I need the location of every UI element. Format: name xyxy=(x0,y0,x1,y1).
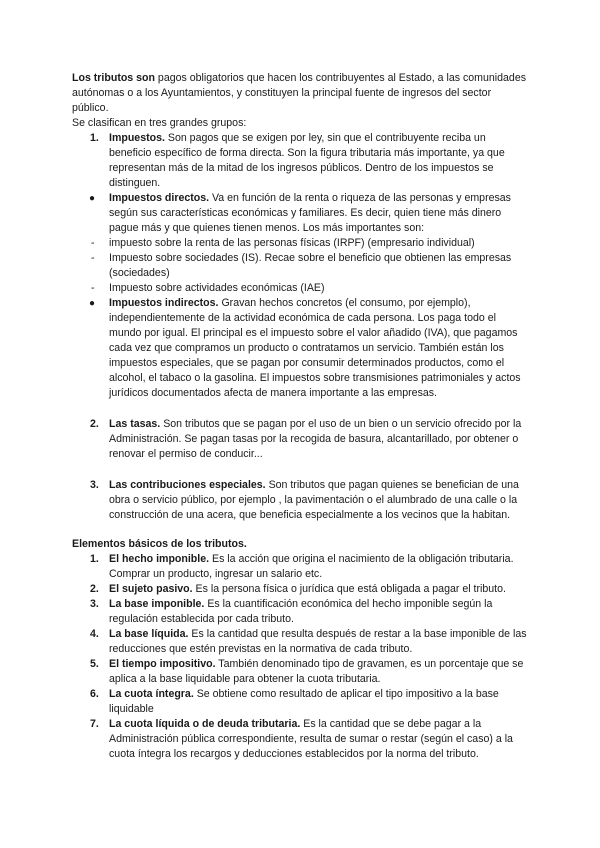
list-marker: 3. xyxy=(90,598,99,610)
list-item-cuota-liquida xyxy=(72,717,528,762)
list-item-hecho-imponible xyxy=(72,552,528,582)
item-text: Es la cuantificación económica del hecho imponible según la regulación establecida por cada tributo. xyxy=(109,598,493,625)
section-heading-elementos: Elementos básicos de los tributos. xyxy=(72,538,247,550)
list-item-tasas xyxy=(72,417,528,462)
item-title: Impuestos directos. xyxy=(109,192,210,204)
item-title: La cuota íntegra. xyxy=(109,688,194,700)
list-item-base-liquida xyxy=(72,627,528,657)
item-text: Impuesto sobre sociedades (IS). Recae sobre el beneficio que obtienen las empresas (sociedades) xyxy=(109,252,512,279)
item-text: Son tributos que pagan quienes se benefician de una obra o servicio público, por ejemplo , la pavimentación o el alumbrado de una calle o la construcción de una acera, que beneficia especialmente a los vecinos que la habitan. xyxy=(109,479,519,521)
item-text: Es la acción que origina el nacimiento de la obligación tributaria. Comprar un producto, ingresar un salario etc. xyxy=(109,553,514,580)
dash-marker: - xyxy=(91,252,95,264)
bullet-icon: ● xyxy=(89,193,96,204)
item-text: Es la persona física o jurídica que está obligada a pagar el tributo. xyxy=(192,583,506,595)
item-text: Va en función de la renta o riqueza de las personas y empresas según sus características económicas y familiares. Es decir, quien tiene más dinero pague más y que quienes tienen menos. Los más importantes son: xyxy=(109,192,511,234)
item-title: Las contribuciones especiales. xyxy=(109,479,266,491)
dash-marker: - xyxy=(91,282,95,294)
spacer xyxy=(72,401,528,417)
item-text: Gravan hechos concretos (el consumo, por ejemplo), independientemente de la actividad económica de cada persona. Los paga todo el mundo por igual. El principal es el impuesto sobre el valor añadido (IVA), que pagamos cada vez que compramos un producto o contratamos un servicio. También están los impuestos especiales, que se pagan por consumir determinados productos, como el alcohol, el tabaco o la gasolina. El impuestos sobre transmisiones patrimoniales y actos jurídicos documentados afecta de manera importante a las empresas. xyxy=(109,297,521,399)
item-title: Las tasas. xyxy=(109,418,161,430)
spacer xyxy=(72,523,528,537)
item-text: impuesto sobre la renta de las personas físicas (IRPF) (empresario individual) xyxy=(109,237,475,249)
dash-item-iae xyxy=(72,281,528,296)
list-marker: 3. xyxy=(90,479,99,491)
intro-paragraph xyxy=(72,71,528,116)
item-title: La cuota líquida o de deuda tributaria. xyxy=(109,718,301,730)
item-text: Se obtiene como resultado de aplicar el tipo impositivo a la base liquidable xyxy=(109,688,499,715)
item-title: Impuestos indirectos. xyxy=(109,297,219,309)
intro-bold: Los tributos son xyxy=(72,72,155,84)
item-text: Es la cantidad que resulta después de restar a la base imponible de las reducciones que estén previstas en la normativa de cada tributo. xyxy=(109,628,527,655)
item-title: El sujeto pasivo. xyxy=(109,583,193,595)
list-marker: 2. xyxy=(90,583,99,595)
list-marker: 1. xyxy=(90,132,99,144)
item-text: Impuesto sobre actividades económicas (IAE) xyxy=(109,282,325,294)
list-item-contribuciones xyxy=(72,478,528,523)
list-marker: 7. xyxy=(90,718,99,730)
list-marker: 6. xyxy=(90,688,99,700)
list-item-impuestos-indirectos xyxy=(72,296,528,401)
list-item-cuota-integra xyxy=(72,687,528,717)
dash-marker: - xyxy=(91,237,95,249)
list-item-sujeto-pasivo xyxy=(72,582,528,597)
intro-line2: Se clasifican en tres grandes grupos: xyxy=(72,117,247,129)
list-item-impuestos-directos xyxy=(72,191,528,236)
list-marker: 1. xyxy=(90,553,99,565)
dash-item-is xyxy=(72,251,528,281)
item-title: El tiempo impositivo. xyxy=(109,658,216,670)
document-page xyxy=(72,71,528,762)
list-marker: 5. xyxy=(90,658,99,670)
list-item-tiempo-impositivo xyxy=(72,657,528,687)
item-text: Son tributos que se pagan por el uso de un bien o un servicio ofrecido por la Administración. Se pagan tasas por la recogida de basura, alcantarillado, por obtener o renovar el permiso de conducir... xyxy=(109,418,522,460)
item-text: Es la cantidad que se debe pagar a la Administración pública correspondiente, resulta de sumar o restar (según el caso) a la cuota íntegra los recargos y deducciones establecidos por la norma del tributo. xyxy=(109,718,513,760)
item-text: Son pagos que se exigen por ley, sin que el contribuyente reciba un beneficio específico de forma directa. Son la figura tributaria más importante, ya que representan más de la mitad de los ingresos públicos. Dentro de los impuestos se distinguen. xyxy=(109,132,505,189)
bullet-icon: ● xyxy=(89,298,96,309)
item-text: También denominado tipo de gravamen, es un porcentaje que se aplica a la base liquidable para obtener la cuota tributaria. xyxy=(109,658,524,685)
list-item-impuestos xyxy=(72,131,528,191)
item-title: El hecho imponible. xyxy=(109,553,210,565)
item-title: Impuestos. xyxy=(109,132,165,144)
item-title: La base líquida. xyxy=(109,628,189,640)
intro-text: pagos obligatorios que hacen los contribuyentes al Estado, a las comunidades autónomas o a los Ayuntamientos, y constituyen la principal fuente de ingresos del sector público. xyxy=(72,72,527,114)
list-marker: 4. xyxy=(90,628,99,640)
list-marker: 2. xyxy=(90,418,99,430)
spacer xyxy=(72,462,528,478)
item-title: La base imponible. xyxy=(109,598,205,610)
dash-item-irpf xyxy=(72,236,528,251)
list-item-base-imponible xyxy=(72,597,528,627)
